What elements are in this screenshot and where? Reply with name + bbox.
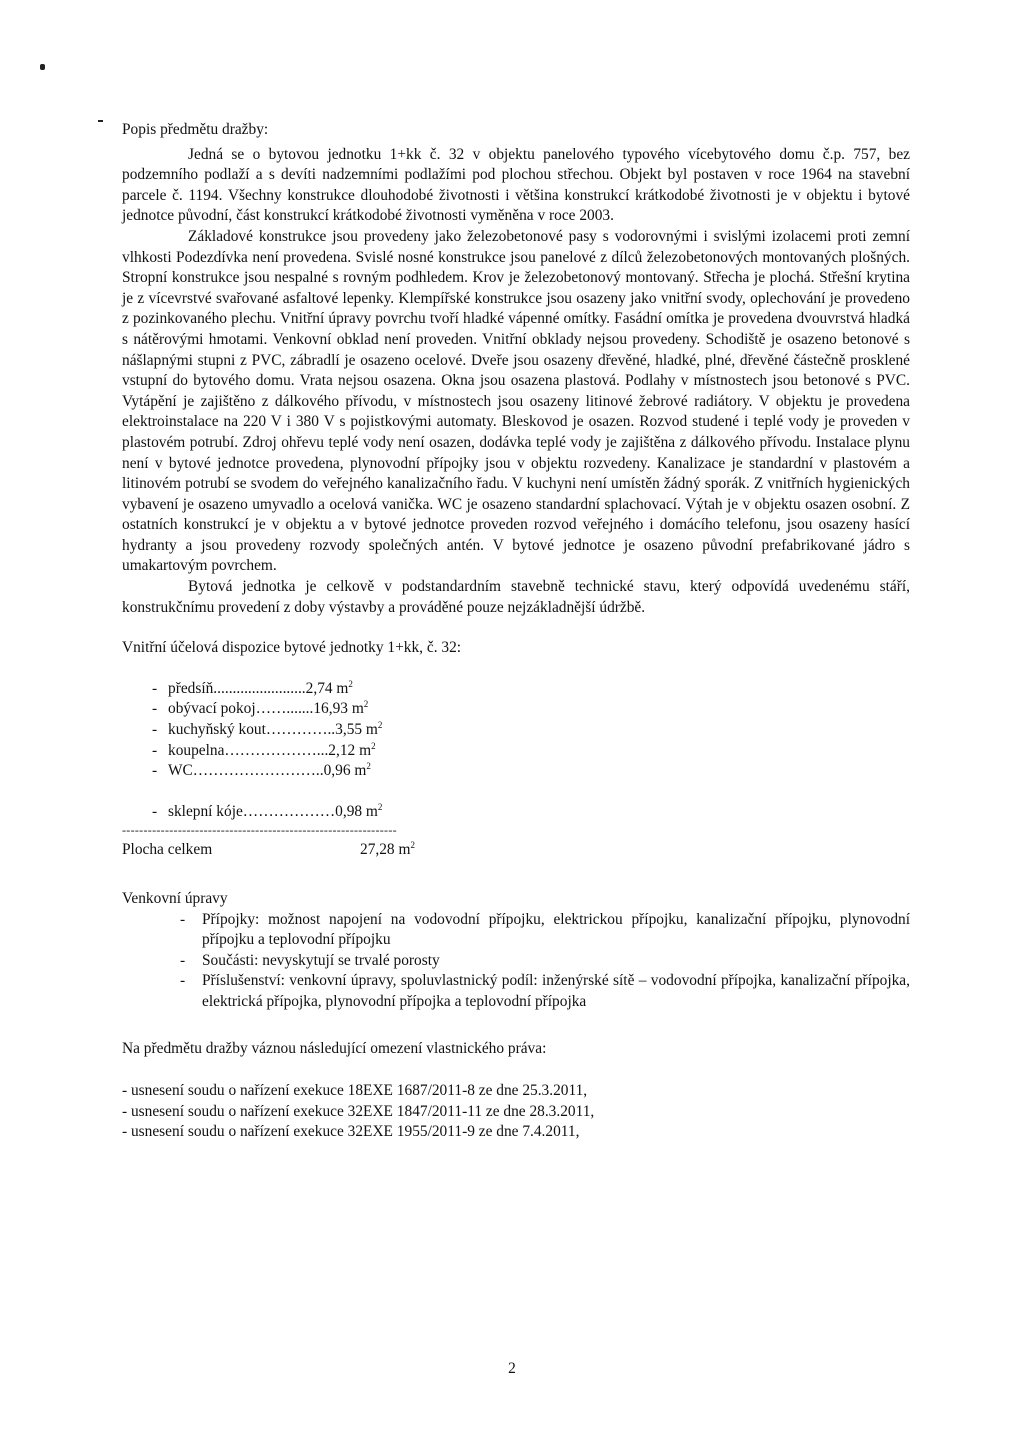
room-text: kuchyňský kout…………..3,55 m [168,721,378,739]
room-text: předsíň........................2,74 m [168,679,349,697]
room-text: WC……………………..0,96 m [168,762,367,780]
room-item [122,679,910,700]
layout-title: Vnitřní účelová dispozice bytové jednotky 1+kk, č. 32: [122,639,462,657]
room-text: koupelna………………...2,12 m [168,741,372,759]
encumbrance-item: - usnesení soudu o nařízení exekuce 32EXE 1847/2011-11 ze dne 28.3.2011, [122,1102,595,1120]
document-page [122,120,910,1143]
paragraph-condition: Bytová jednotka je celkově v podstandardním stavebně technické stavu, který odpovídá uvedenému stáří, konstrukčnímu provedení z doby výstavby a prováděné pouze nejzákladnější údržbě. [122,578,910,616]
exterior-item: - Přípojky: možnost napojení na vodovodní přípojku, elektrickou přípojku, kanalizační přípojku, plynovodní přípojku a teplovodní přípojku [122,910,910,951]
exterior-list [122,910,910,1013]
room-text: sklepní kóje………………0,98 m [168,802,378,820]
encumbrance-list [122,1081,910,1143]
unit-sup: 2 [371,740,376,751]
unit-sup: 2 [348,678,353,689]
room-list [122,679,910,823]
room-item [122,761,910,782]
room-item [122,802,910,823]
section-heading: Popis předmětu dražby: [122,121,269,138]
total-value-wrap [360,840,415,861]
exterior-title: Venkovní úpravy [122,890,228,907]
total-label: Plocha celkem [122,841,213,859]
unit-sup: 2 [363,699,369,710]
page-number: 2 [508,1360,516,1377]
encumbrance-item: - usnesení soudu o nařízení exekuce 18EXE 1687/2011-8 ze dne 25.3.2011, [122,1082,588,1100]
exterior-item: - Součásti: nevyskytují se trvalé porosty [122,951,910,972]
encumbrance-item: - usnesení soudu o nařízení exekuce 32EXE 1955/2011-9 ze dne 7.4.2011, [122,1123,580,1141]
total-value: 27,28 m [360,841,411,859]
scan-speck [40,64,45,70]
unit-sup: 2 [377,720,383,731]
room-item [122,741,910,762]
paragraph-construction: Základové konstrukce jsou provedeny jako železobetonové pasy s vodorovnými i svislými izolacemi proti zemní vlhkosti Podezdívka není provedena. Svislé nosné konstrukce jsou panelové z dílců železobetonových montovaných plošných. Stropní konstrukce jsou nespalné s rovným podhledem. Krov je železobetonový montovaný. Střecha je plochá. Střešní krytina je z vícevrstvé svařované asfaltové lepenky. Klempířské konstrukce jsou osazeny jako vnitřní svody, oplechování je provedeno z pozinkovaného plechu. Vnitřní úpravy povrchu tvoří hladké vápenné omítky. Fasádní omítka je provedena dvouvrstvá hladká s nátěrovými hmotami. Venkovní obklad není proveden. Vnitřní obklady nejsou provedeny. Schodiště je osazeno betonové s nášlapnými stupni z PVC, zábradlí je osazeno ocelové. Dveře jsou osazeny dřevěné, hladké, plné, dřevěné částečně prosklené vstupní do bytového domu. Vrata nejsou osazena. Okna jsou osazena plastová. Podlahy v místnostech jsou betonové s PVC. Vytápění je zajištěno z dálkového přívodu, v místnostech jsou osazeny litinové žebrové radiátory. V objektu je provedena elektroinstalace na 220 V i 380 V s pojistkovými automaty. Bleskovod je osazen. Rozvod studené i teplé vody je proveden v plastovém potrubí. Zdroj ohřevu teplé vody není osazen, dodávka teplé vody je zajištěna z dálkového přívodu. Instalace plynu není v bytové jednotce provedena, plynovodní přípojky jsou v objektu rozvedeny. Kanalizace je standardní v plastovém a litinovém potrubí se svodem do veřejného kanalizačního řadu. V kuchyni není umístěn žádný sporák. Z vnitřních hygienických vybavení je osazeno umyvadlo a ocelová vanička. WC je osazeno standardní splachovací. Výtah je v objektu osazen osobní. Z ostatních konstrukcí je v objektu a v bytové jednotce proveden rozvod veřejného i domácího telefonu, jsou osazeny hasící hydranty a jsou provedeny rozvody společných antén. V bytové jednotce je osazeno původní prefabrikované jádro s umakartovým povrchem. [122,227,910,575]
divider-dashes: ---------------------------------------------------------------- [122,823,397,838]
exterior-item: - Příslušenství: venkovní úpravy, spoluvlastnický podíl: inženýrské sítě – vodovodní přípojka, kanalizační přípojka, elektrická přípojka, plynovodní přípojka a teplovodní přípojka [122,971,910,1012]
paragraph-description: Jedná se o bytovou jednotku 1+kk č. 32 v objektu panelového typového vícebytového domu č.p. 757, bez podzemního podlaží a s devíti nadzemními podlažími pod plochou střechou. Objekt byl postaven v roce 1964 na stavební parcele č. 1194. Všechny konstrukce dlouhodobé životnosti i většina konstrukcí krátkodobé životnosti je v objektu i bytové jednotce původní, část konstrukcí krátkodobé životnosti vyměněna v roce 2003. [122,145,910,225]
unit-sup: 2 [410,840,415,851]
total-row [122,840,910,861]
unit-sup: 2 [377,801,383,812]
room-item [122,720,910,741]
unit-sup: 2 [366,761,371,772]
room-text: obývací pokoj…….......16,93 m [168,700,364,718]
encumbrance-title: Na předmětu dražby váznou následující omezení vlastnického práva: [122,1039,547,1057]
scan-mark [98,120,103,122]
room-item [122,699,910,720]
